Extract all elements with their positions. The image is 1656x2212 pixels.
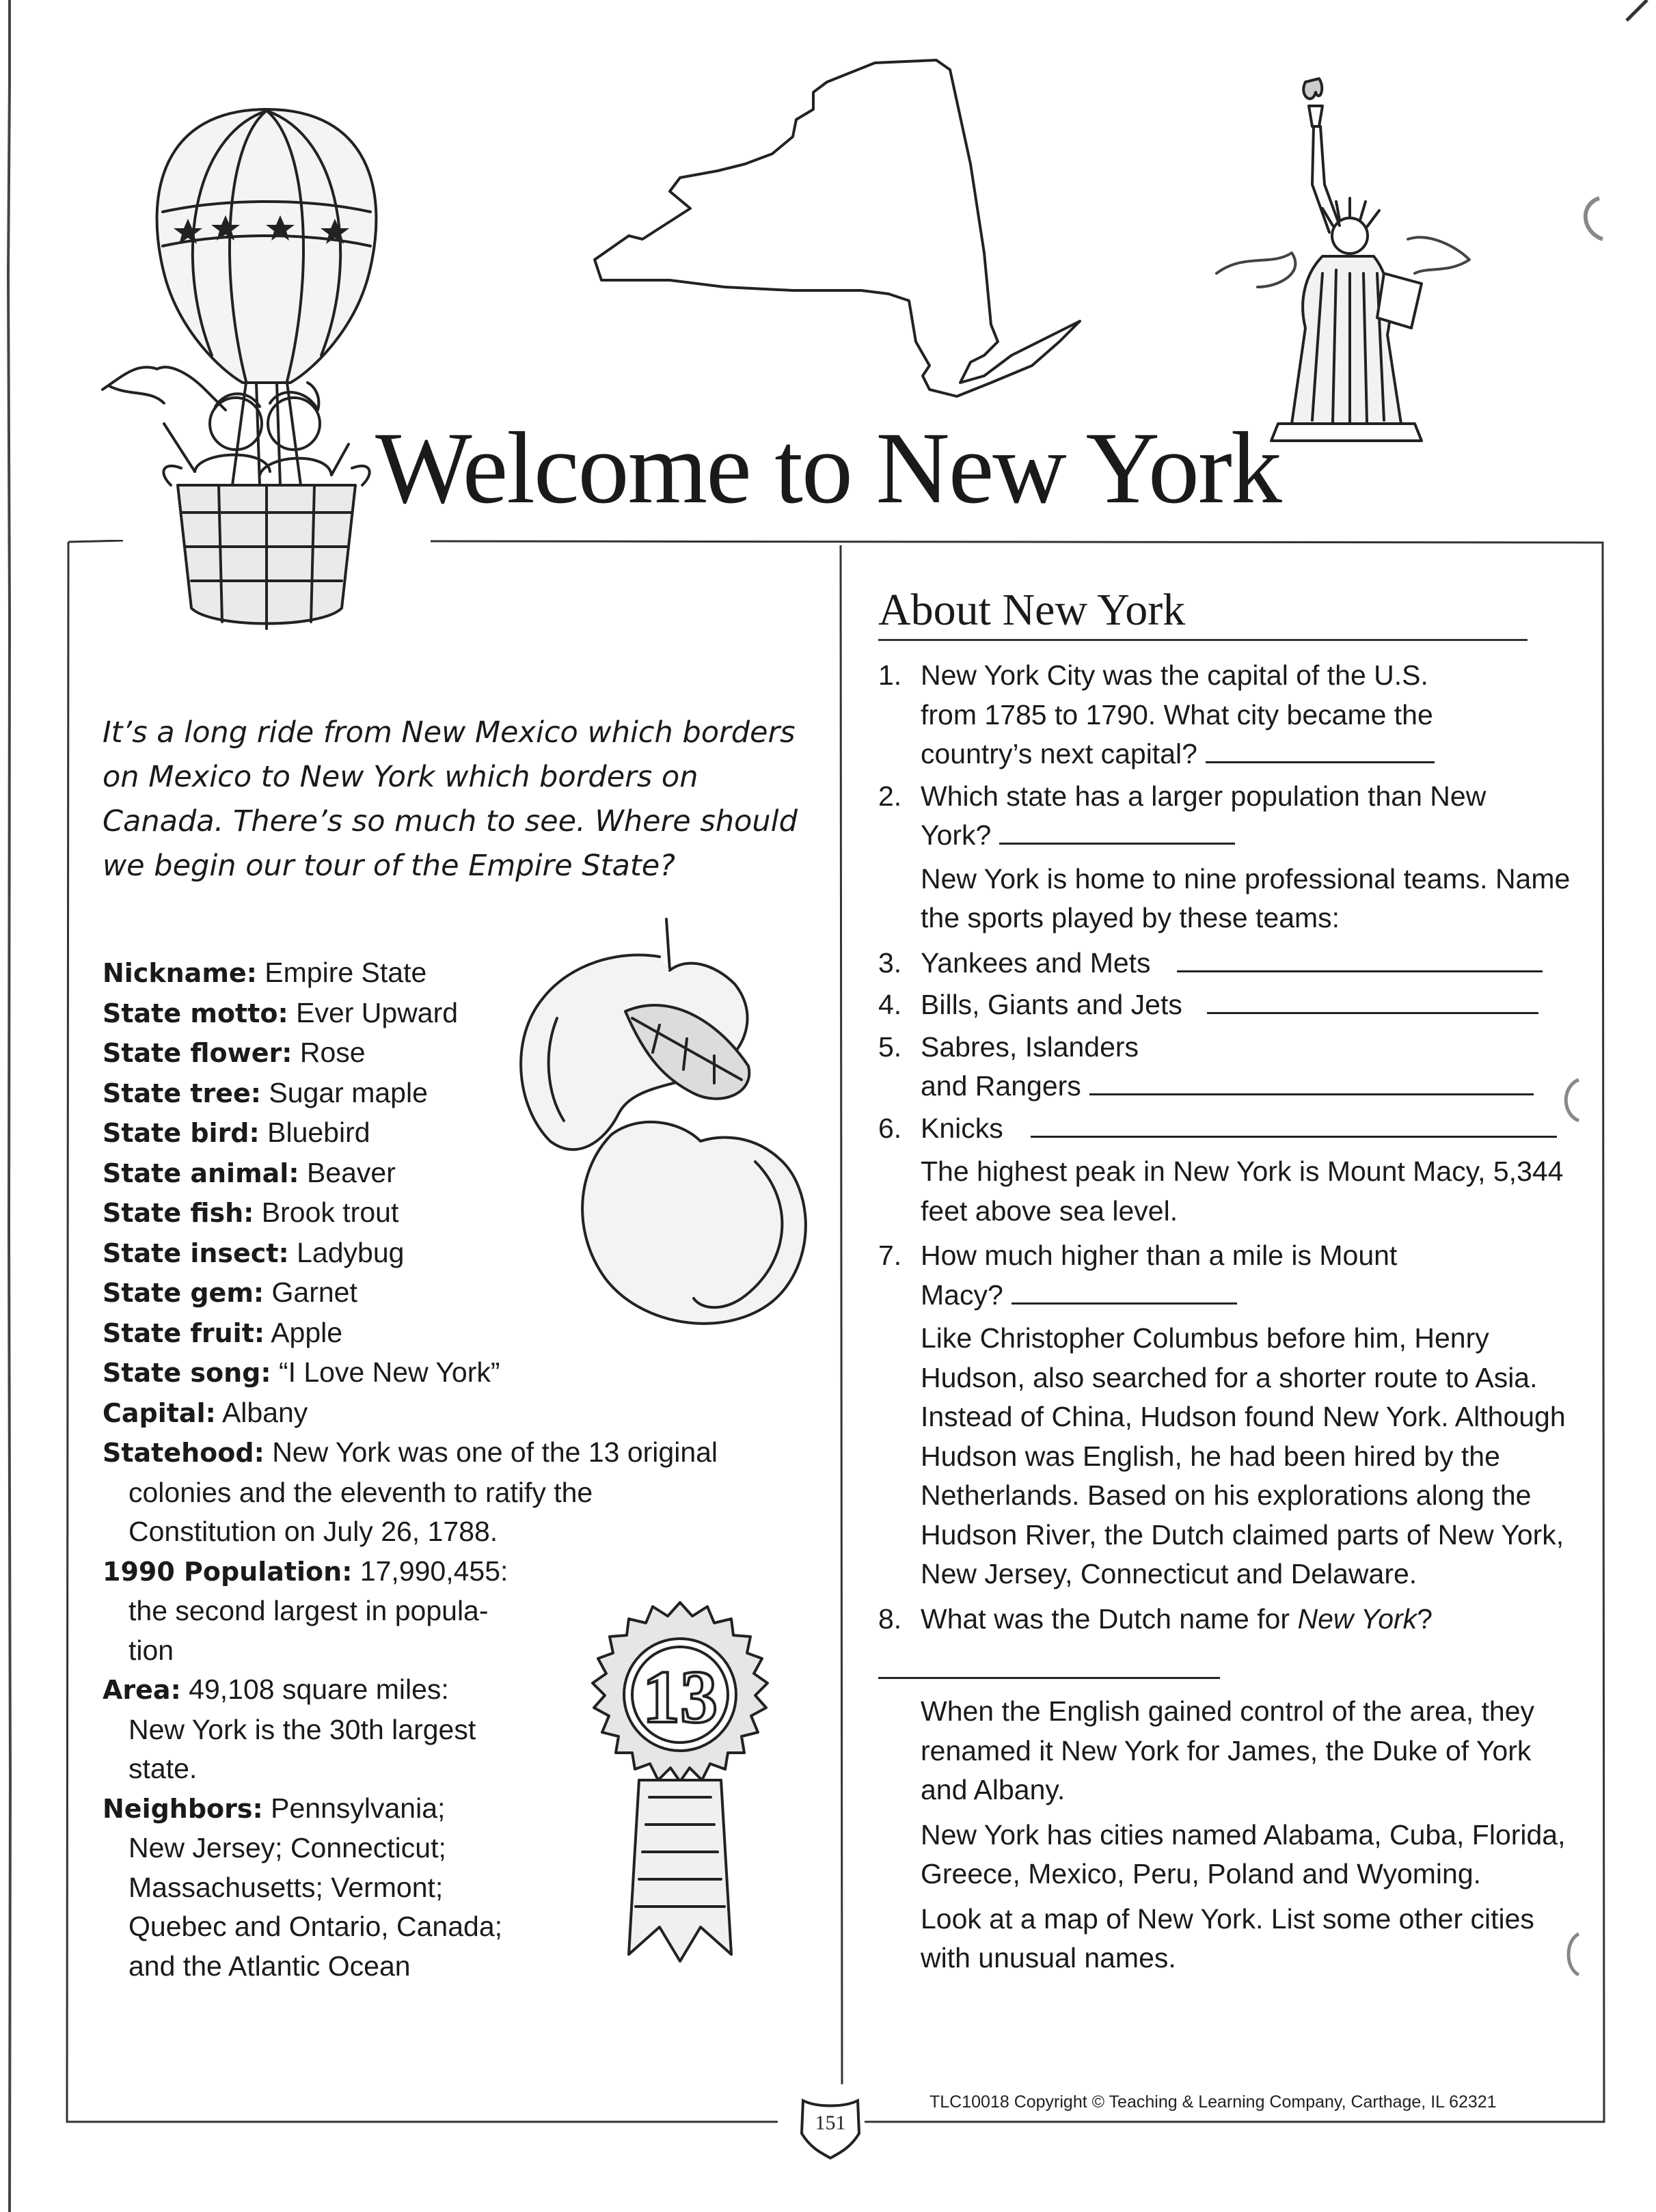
answer-blank-4[interactable] (1207, 987, 1538, 1014)
teams-paragraph: New York is home to nine professional teams. Name the sports played by these teams: (921, 862, 1571, 933)
question-1: 1. New York City was the capital of the U.S. from 1785 to 1790. What city became the country’s next capital? (878, 656, 1575, 774)
question-6: 6. Knicks (878, 1109, 1575, 1149)
about-column (878, 656, 1575, 1984)
question-4: 4. Bills, Giants and Jets (878, 985, 1575, 1025)
fact-neighbors: Neighbors: Pennsylvania; New Jersey; Connecticut; Massachusetts; Vermont; Quebec and Ontario, Canada; and the Atlantic Ocean (103, 1792, 503, 1982)
question-7: 7. How much higher than a mile is Mount Macy? (878, 1240, 1398, 1311)
binder-hole-marks (1558, 0, 1654, 2212)
ribbon-award-13-illustration (567, 1599, 793, 1968)
page-number: 151 (815, 2112, 846, 2134)
question-5: 5. Sabres, Islanders and Rangers (878, 1028, 1575, 1106)
question-3: 3. Yankees and Mets (878, 944, 1575, 983)
map-paragraph: Look at a map of New York. List some other cities with unusual names. (921, 1902, 1534, 1974)
fact-statehood: Statehood: New York was one of the 13 original colonies and the eleventh to ratify the Constitution on July 26, 1788. (103, 1436, 718, 1547)
hudson-paragraph: Like Christopher Columbus before him, Henry Hudson, also searched for a shorter route to Asia. Instead of China, Hudson found New York. Although Hudson was English, he had been hired by the Netherlands. Based on his explorations along the Hudson River, the Dutch claimed parts of New York, New Jersey, Connecticut and Delaware. (921, 1322, 1566, 1589)
new-york-state-map (588, 55, 1107, 424)
answer-blank-8[interactable] (878, 1652, 1220, 1679)
page-title: Welcome to New York (375, 411, 1281, 525)
fact-state-motto: State motto: Ever Upward (103, 996, 459, 1028)
english-paragraph: When the English gained control of the area, they renamed it New York for James, the Duke of York and Albany. (921, 1695, 1535, 1805)
answer-blank-7[interactable] (1012, 1278, 1237, 1305)
question-8: 8. What was the Dutch name for New York? (878, 1600, 1575, 1689)
question-2: 2. Which state has a larger population than New York? (878, 780, 1487, 851)
intro-text: It’s a long ride from New Mexico which borders on Mexico to New York which borders on Canada. There’s so much to see. Where should we begin our tour of the Empire State? (103, 715, 798, 883)
fact-nickname: Nickname: Empire State (103, 957, 427, 988)
answer-blank-2[interactable] (999, 818, 1235, 845)
ribbon-number: 13 (642, 1655, 718, 1738)
fact-state-song: State song: “I Love New York” (103, 1356, 500, 1388)
fact-capital: Capital: Albany (103, 1396, 308, 1428)
fact-state-insect: State insect: Ladybug (103, 1236, 405, 1268)
fact-state-animal: State animal: Beaver (103, 1156, 396, 1188)
copyright-line: TLC10018 Copyright © Teaching & Learning Company, Carthage, IL 62321 (929, 2092, 1497, 2112)
statue-of-liberty-illustration (1203, 68, 1476, 451)
fact-area: Area: 49,108 square miles: New York is the 30th largest state. (103, 1674, 476, 1784)
scan-edge-line (0, 0, 21, 2212)
answer-blank-3[interactable] (1177, 946, 1543, 972)
peak-paragraph: The highest peak in New York is Mount Macy, 5,344 feet above sea level. (921, 1156, 1564, 1227)
cities-paragraph: New York has cities named Alabama, Cuba, Florida, Greece, Mexico, Peru, Poland and Wyoming. (921, 1818, 1566, 1889)
about-heading: About New York (878, 585, 1186, 635)
fact-state-fruit: State fruit: Apple (103, 1316, 343, 1348)
fact-state-tree: State tree: Sugar maple (103, 1076, 428, 1108)
heading-rule (878, 639, 1528, 641)
fact-population: 1990 Population: 17,990,455: the second largest in popula- tion (103, 1555, 508, 1666)
answer-blank-5[interactable] (1089, 1069, 1534, 1095)
fact-state-gem: State gem: Garnet (103, 1276, 357, 1308)
fact-state-fish: State fish: Brook trout (103, 1197, 399, 1228)
answer-blank-6[interactable] (1031, 1111, 1557, 1138)
fact-state-bird: State bird: Bluebird (103, 1117, 370, 1148)
fact-state-flower: State flower: Rose (103, 1037, 366, 1068)
answer-blank-1[interactable] (1206, 737, 1435, 763)
